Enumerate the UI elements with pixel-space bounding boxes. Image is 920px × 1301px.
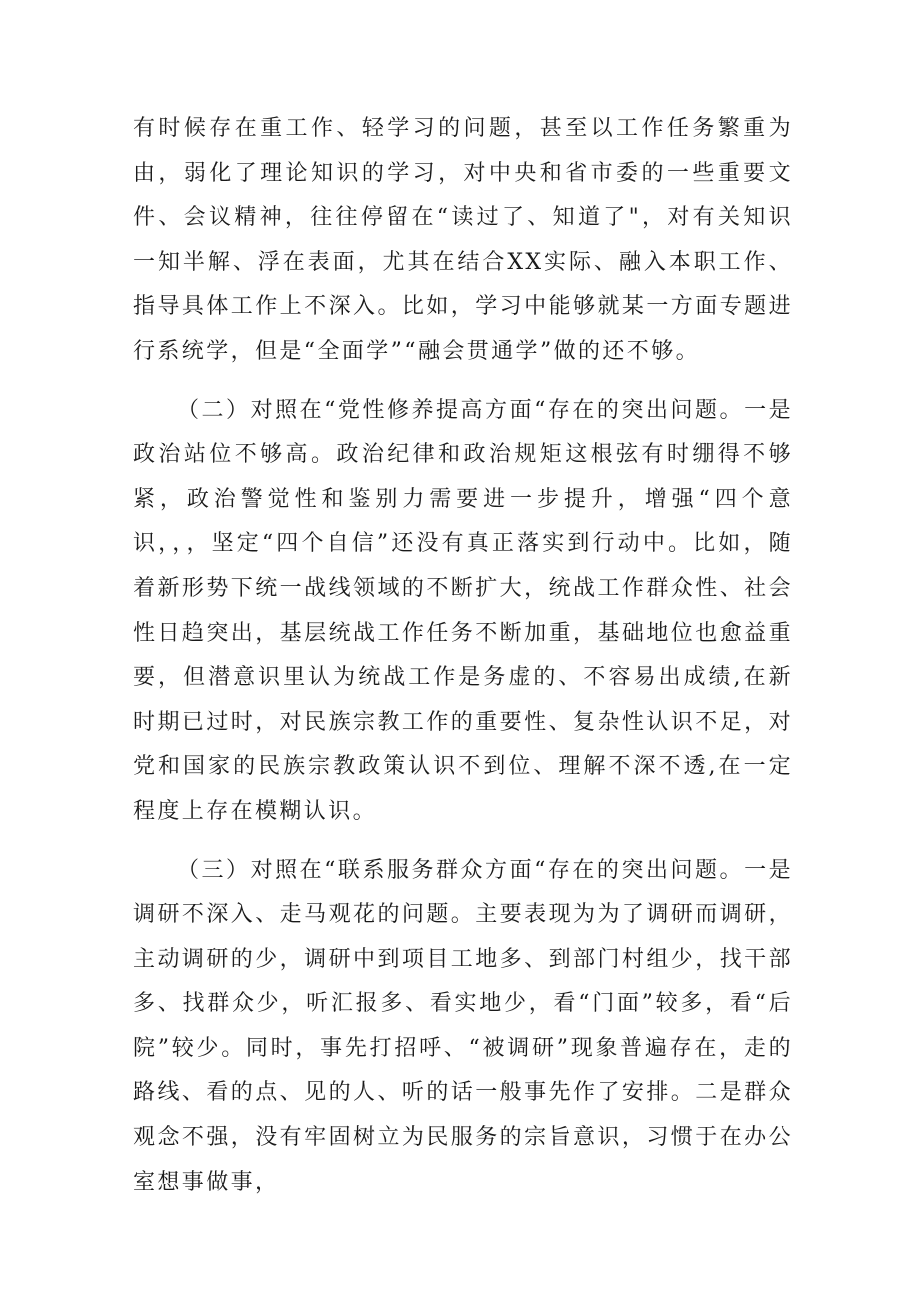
document-body bbox=[133, 107, 793, 1205]
paragraph-party-spirit-issues: （二）对照在“党性修养提高方面“存在的突出问题。一是政治站位不够高。政治纪律和政治规矩这根弦有时绷得不够紧，政治警觉性和鉴别力需要进一步提升，增强“四个意识，，，坚定“四个自信”还没有真正落实到行动中。比如，随着新形势下统一战线领域的不断扩大，统战工作群众性、社会性日趋突出，基层统战工作任务不断加重，基础地位也愈益重要，但潜意识里认为统战工作是务虚的、不容易出成绩,在新时期已过时，对民族宗教工作的重要性、复杂性认识不足，对党和国家的民族宗教政策认识不到位、理解不深不透,在一定程度上存在模糊认识。 bbox=[133, 397, 793, 824]
paragraph-study-issues: 有时候存在重工作、轻学习的问题，甚至以工作任务繁重为由，弱化了理论知识的学习，对中央和省市委的一些重要文件、会议精神，往往停留在“读过了、知道了"，对有关知识一知半解、浮在表面，尤其在结合XX实际、融入本职工作、指导具体工作上不深入。比如，学习中能够就某一方面专题进行系统学，但是“全面学”“融会贯通学”做的还不够。 bbox=[133, 116, 793, 364]
paragraph-serving-masses-issues: （三）对照在“联系服务群众方面“存在的突出问题。一是调研不深入、走马观花的问题。主要表现为为了调研而调研，主动调研的少，调研中到项目工地多、到部门村组少，找干部多、找群众少，听汇报多、看实地少，看“门面”较多，看“后院”较少。同时，事先打招呼、“被调研”现象普遍存在，走的路线、看的点、见的人、听的话一般事先作了安排。二是群众观念不强，没有牢固树立为民服务的宗旨意识，习惯于在办公室想事做事， bbox=[133, 857, 793, 1195]
